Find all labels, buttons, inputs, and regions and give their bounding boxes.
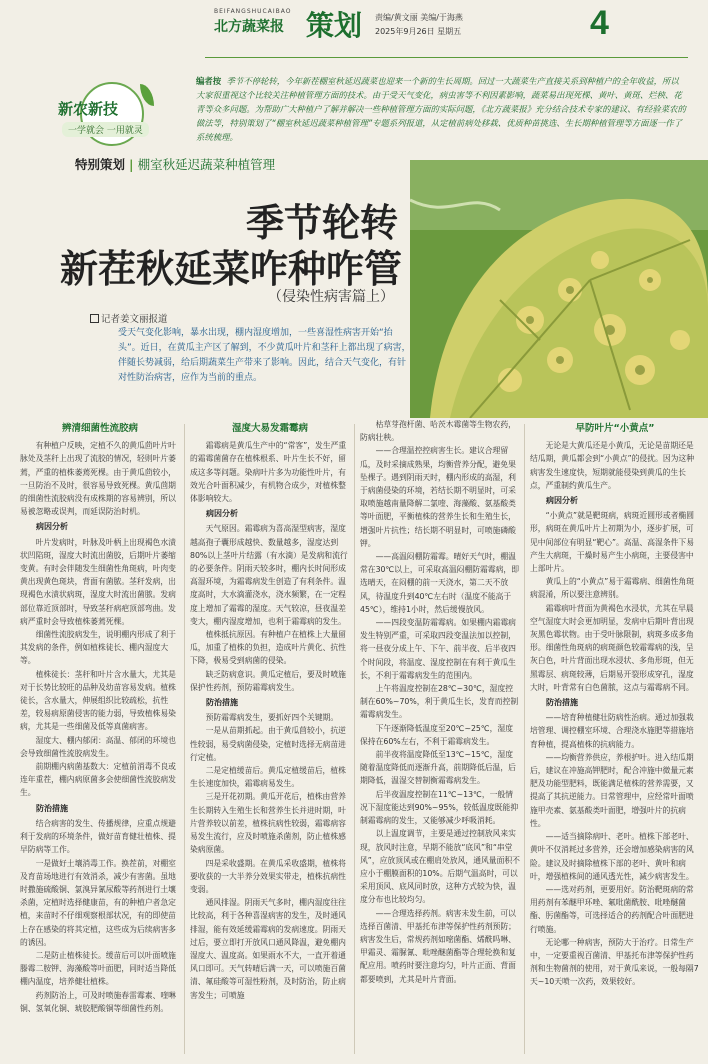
lead-paragraph: 受天气变化影响，暴水出现，棚内湿度增加，一些喜湿性病害开始“抬头”。近日，在黄瓜主产区了解到，不少黄瓜叶片和茎秆上都出现了病害，伴随长势减弱，给后期蔬菜生产带来了影响。因此，结合天气变化，有针对性防治病害，应作为当前的重点。 [118,328,411,383]
logo-title: 新农新技 [58,100,119,118]
paragraph: ——均衡营养供应，养根护叶。进入结瓜期后，建议在冲施高钾肥时，配合冲施中微量元素肥及功能型肥料，既能满足植株的营养需要，又提高了其抗逆能力。日常管理中，应经常叶面喷施甲壳素、氨基酸类叶面肥，增强叶片的抗病性。 [530,752,694,828]
paragraph: ——合理温控控病害生长。建议合理留瓜，及时采摘成熟果，均衡营养分配，避免果坠棵子。遇到阴雨天时，棚内形成的高湿，利于病菌侵染的环境，若结长期不明显时，可采取喷施越南量降解二氯喹、海藻酸、氨基酸类等叶面肥，平衡植株的营养生长和生殖生长，增强叶片抗性；结长期不明显时，可喷施磷酸钾。 [360,446,516,548]
tag-separator: | [129,157,134,172]
paragraph: ——培育种植健壮防病性治病。通过加强栽培管理、调控棚室环境、合理浇水施肥等措施培育种植，提高植株的抗病能力。 [530,713,694,749]
paragraph: 缺乏防病意识。黄瓜定植后，要及时喷施保护性药剂，预防霜霉病发生。 [190,669,346,692]
headline-subtitle: （侵染性病害篇上） [268,289,394,305]
paragraph: 植株徒长：茎秆和叶片含水量大，尤其是对于长势比较旺的品种及幼苗容易发病。植株徒长，含水量大，伸展组织比较疏松，抗性差，较易病原菌侵害的能力弱，导致植株易染病，尤其是一些细菌及低等真菌病害。 [20,669,176,732]
subsection-heading: 病因分析 [206,509,238,519]
paragraph: 天气原因。霜霉病为喜高湿型病害，湿度越高孢子囊形成越快、数量越多，湿度达到80%以上茎叶片结露（有水滴）是发病和流行的必要条件。阴雨天较多时，棚内长时间形成高湿环境，为霜霉病发生创造了有利条件。温度高时，大水滴灌浇水，浇水频繁，在一定程度上增加了霜霉的湿度。天气较凉，昼夜温差变大，棚内湿度增加，也利于霜霉病的发生。 [190,524,348,626]
masthead-title: 北方蔬菜报 [214,19,284,35]
paragraph: 细菌性流胶病发生，说明棚内形成了利于其发病的条件，例如植株徒长、棚内湿度大等。 [20,630,176,666]
paragraph: 一是做好土壤消毒工作。换茬前，对棚室及育苗场地进行有效消杀，减少有害菌。虽地时撒施硫酸铜、氯溴异氰尿酸等药剂进行土壤杀菌，定植时选择健康苗，有的种植户者急定植，来苗时不仔细观察根部状况，有的即使苗上存在感染的将其定植，这些成为后续病害多的诱因。 [20,858,176,947]
paragraph: 三是开花初期。黄瓜开花后，植株由营养生长期转入生殖生长和营养生长并进时期，叶片营养较以前差，植株抗病性较弱，霜霉病容易发生流行，应及时喷施杀菌剂，防止植株感染病原菌。 [190,792,346,855]
paragraph: ——四段变温防霜霉病。如果棚内霜霉病发生特别严重，可采取四段变温法加以控制，将一昼夜分成上午、下午、前半夜、后半夜四个时间段，将温度、湿度控制在有利于黄瓜生长，不利于霜霉病发生的范围内。 [360,618,516,680]
masthead-pinyin: BEIFANGSHUCAIBAO [214,8,292,15]
cucumber-leaf-photo [410,160,708,418]
tag-topic: 棚室秋延迟蔬菜种植管理 [137,157,276,172]
paragraph: ——合理选择药剂。病害未发生前，可以选择百菌清、甲基托布津等保护性药剂预防；病害发生后，常规药剂如嘧菌酯、烯酰吗啉、甲霜灵、霜脲氰、吡唑醚菌酯等合理轮换和复配应用。喷药时要注意均匀，叶片正面、背面都要喷到，尤其是叶片背面。 [360,908,516,984]
paragraph: 二是定植缓苗后。黄瓜定植缓苗后，植株生长速度加快，霜霉病易发生。 [190,766,346,789]
paragraph: ——选对药剂，更要用好。防治靶斑病的常用药剂有苯醚甲环唑、氟吡菌酰胺、吡唑醚菌酯、肟菌酯等，可选择适合的药剂配合叶面肥进行喷施。 [530,884,694,934]
subsection-heading: 病因分析 [36,522,68,532]
paragraph: 黄瓜上的“小黄点”易于霜霉病、细菌性角斑病混淆，所以要注意辨别。 [530,577,695,600]
headline-line-2: 新茬秋延菜咋种咋管 [60,246,403,291]
paragraph: 叶片发病时，叶脉及叶柄上出现褐色水渍状凹陷斑，湿度大时流出菌胶，后期叶片萎缩变黄。有时会伴随发生细菌性角斑病，叶肉变黄出现黄色斑块，背面有菌脓。茎秆发病，出现褐色水渍状病斑，湿度大时流出菌脓。发病部位靠近顶部时，导致茎秆病疤顶部弯曲。发病严重时会导致植株萎蔫死棵。 [20,537,176,626]
logo-subtitle: 一学就会 一用就灵 [62,122,149,137]
column-4 [530,418,700,1064]
special-feature-tag [75,155,275,173]
editors-line: 责编/黄文丽 美编/于海燕 [375,13,463,22]
headline-line-1: 季节轮转 [246,200,399,245]
paragraph: 枯草芽孢杆菌、哈茨木霉菌等生物农药，防病壮秧。 [360,420,516,443]
page-header [0,0,708,62]
paragraph: 后半夜温度控制在11℃~13℃，一般情况下湿度能达到90%~95%，较低温度既能抑制霜霉病的发生，又能够减少呼吸消耗。 [360,789,519,826]
subsection-heading: 防治措施 [546,698,578,708]
paragraph: 一是从苗期抓起。由于黄瓜茴较小，抗逆性较弱，易受病菌侵染，定植时选择无病苗进行定植。 [190,726,346,762]
subsection-heading: 病因分析 [546,496,578,506]
paragraph: 下午逐渐降低温度至20℃~25℃，湿度保持在60%左右，不利于霜霉病发生。 [360,723,514,746]
leaf-illustration [410,160,708,418]
column-4-title: 早防叶片“小黄点” [575,423,655,434]
subsection-heading: 防治措施 [206,698,238,708]
paragraph: 霜霉病是黄瓜生产中的“常客”，发生严重的霜霉菌菌存在植株根系、叶片生长不好，留成这多等问题。染病叶片多为功能性叶片，有效光合叶面积减少，有机物合成少，对植株整体影响较大。 [190,441,347,504]
column-1-title: 辨清细菌性流胶病 [61,423,138,434]
section-title: 策划 [306,9,363,42]
subsection-heading: 防治措施 [36,803,68,813]
paragraph: 二是防止植株徒长。缓苗后可以叶面喷施滕霉二胺钾、海藻酸等叶面肥，同时适当降低棚内温度，培养健壮植株。 [20,950,176,987]
issue-date: 2025年9月26日 星期五 [375,27,462,36]
paragraph: 以上温度调节，主要是通过控制放风来实现，放风时注意，早期不能放“底风”和“串堂风”，应放顶风或在棚肩处放风，通风量面积不应小于棚膜面积的10%。后期气温高时，可以采用顶风、底风同时放，这种方式较为快，温度分布也比较均匀。 [360,829,520,905]
paragraph: 无论是大黄瓜还是小黄瓜，无论是苗期还是结瓜期，黄瓜都会到“小黄点”的侵扰。因为这种病害发生速度快，短期就能侵染到黄瓜的生长点，严重制约黄瓜生产。 [530,441,695,490]
paragraph: ——高温闷棚防霜霉。晴好天气时，棚温常在30℃以上，可采取高温闷棚防霜霉病，即选晴天，在闷棚的前一天浇水，第二天不放风，待温度升到40℃左右时（温度不能高于45℃），维持1小时，然后缓慢放风。 [360,552,520,614]
editor-note [196,74,686,144]
paragraph: 霜霉病叶背面为黄褐色水浸状，尤其在早晨空气湿度大时会更加明显，发病中后期叶背出现灰黑色霉状物。由于受叶脉限制，病斑多成多角形。细菌性角斑病的病斑颜色较霜霉病的浅，呈灰白色，叶片背面出现水浸状、多角形斑，但无黑霉层、病斑较薄，后期易开裂形成穿孔，湿度大时，叶背常有白色菌脓，这点与霜霉病不同。 [530,603,694,692]
editor-note-text: 季节不停轮转，今年新茬棚室秋延迟蔬菜也迎来一个新的生长周期。回过一大蔬菜生产直接关系到种植户的全年收益，所以大家很重视这个比较关注种植管理方面的技术。由于受天气变化，病虫害等不利因素影响，蔬菜易出现死棵、黄叶、黄斑、烂秧、花青等众多问题。为帮助广大种植户了解并解决一些种植管理方面的实际问题，《北方蔬菜报》充分结合技术专家的建议、有经验菜农的做法等，特别策划了“棚室秋延迟蔬菜种植管理”专题系列报道，从定植前病处移栽、优质种苗挑选、生长期种植管理等方面逐一作了系统梳理。 [196,76,686,142]
tag-label: 特别策划 [75,157,126,172]
paragraph: 前期棚内病菌基数大：定植前消毒不良或连年重茬，棚内病原菌多会使细菌性流胶病发生。 [20,762,176,798]
page-number: 4 [590,4,609,42]
article-columns [12,418,702,1064]
editor-note-label: 编者按 [196,76,222,86]
paragraph: 上午将温度控制在28℃~30℃，湿度控制在60%~70%，利于黄瓜生长，发育而控制霜霉病发生。 [360,684,519,720]
header-rule [205,57,688,58]
paragraph: 四是采收盛期。在黄瓜采收盛期，植株将要收获的一大半养分效果实带走，植株抗病性变弱。 [190,858,346,894]
column-1 [20,418,180,1064]
paragraph: “小黄点”就是靶斑病，病斑近圆形或者椭圆形，病斑在黄瓜叶片上初期为小，逐步扩展，可见中间部位有明显“靶心”。高温、高湿条件下易产生大病斑，干燥时易产生小病斑，主要侵害中上部叶片。 [530,511,695,574]
paragraph: ——适当摘除病叶、老叶。植株下部老叶、黄叶不仅消耗过多营养，还会增加感染病害的风险。建议及时摘除植株下部的老叶、黄叶和病叶，增强植株间的通风透光性，减少病害发生。 [530,832,694,881]
column-logo [40,78,180,146]
paragraph: 通风排湿。阴雨天气多时，棚内湿度往往比较高，利于各种喜湿病害的发生，及时通风排湿，能有效延缓霜霉病的发病速度。阴雨天过后，要立即打开放风口通风降温，避免棚内湿度大、温度高。如果雨水不大，一直开着通风口即可。天气转晴后满一天，可以喷施百菌清、氟硅酸等可湿性粉剂，及时防治，防止病害发生；可喷施 [190,898,346,1000]
reporter-byline: 记者姜文丽报道 [90,311,168,325]
paragraph: 前半夜将温度降低至13℃~15℃，湿度随着温度降低而逐渐升高，前期降低后温，后期降低，温湿交替制衡霜霉病发生。 [360,750,516,786]
paragraph: 预防霜霉病发生，要抓好四个关键期。 [205,713,339,723]
paragraph: 结合病害的发生、传播规律，应重点规避利于发病的环境条件，做好苗育健壮植株、提早防病等工作。 [20,818,176,855]
paragraph: 湿度大、棚内郁闭：高温、郁闭的环境也会导致细菌性流胶病发生。 [20,735,176,758]
column-3 [360,418,520,1064]
paragraph: 植株抵抗原因。有种植户在植株上大量留瓜，加重了植株的负担，造成叶片黄化、抗性下降，极易受到病菌的侵染。 [190,630,346,666]
paragraph: 有种植户反映，定植不久的黄瓜茴叶片叶脉处及茎秆上出现了流胶的情况，轻则叶片萎蔫，严重的植株萎蔫死棵。由于黄瓜茴较小，一旦防治不及时，很容易导致死棵。黄瓜茴期的细菌性流胶病没有成株期的容易辨别，所以易被忽略或误判，而延误防治时机。 [20,441,176,517]
column-2 [190,418,350,1064]
paragraph: 无论哪一种病害，预防大于治疗。日常生产中，一定要重视百菌清、甲基托布津等保护性药剂和生物菌剂的使用，对于黄瓜来说，一般每隔7天~10天喷一次药，效果较好。 [530,937,699,987]
paragraph: 药剂防治上，可及时喷施春雷霉素、喹啉铜、氢氧化铜、琥胶肥酸铜等细菌性药剂。 [20,990,176,1013]
column-2-title: 湿度大易发霜霉病 [231,423,308,434]
